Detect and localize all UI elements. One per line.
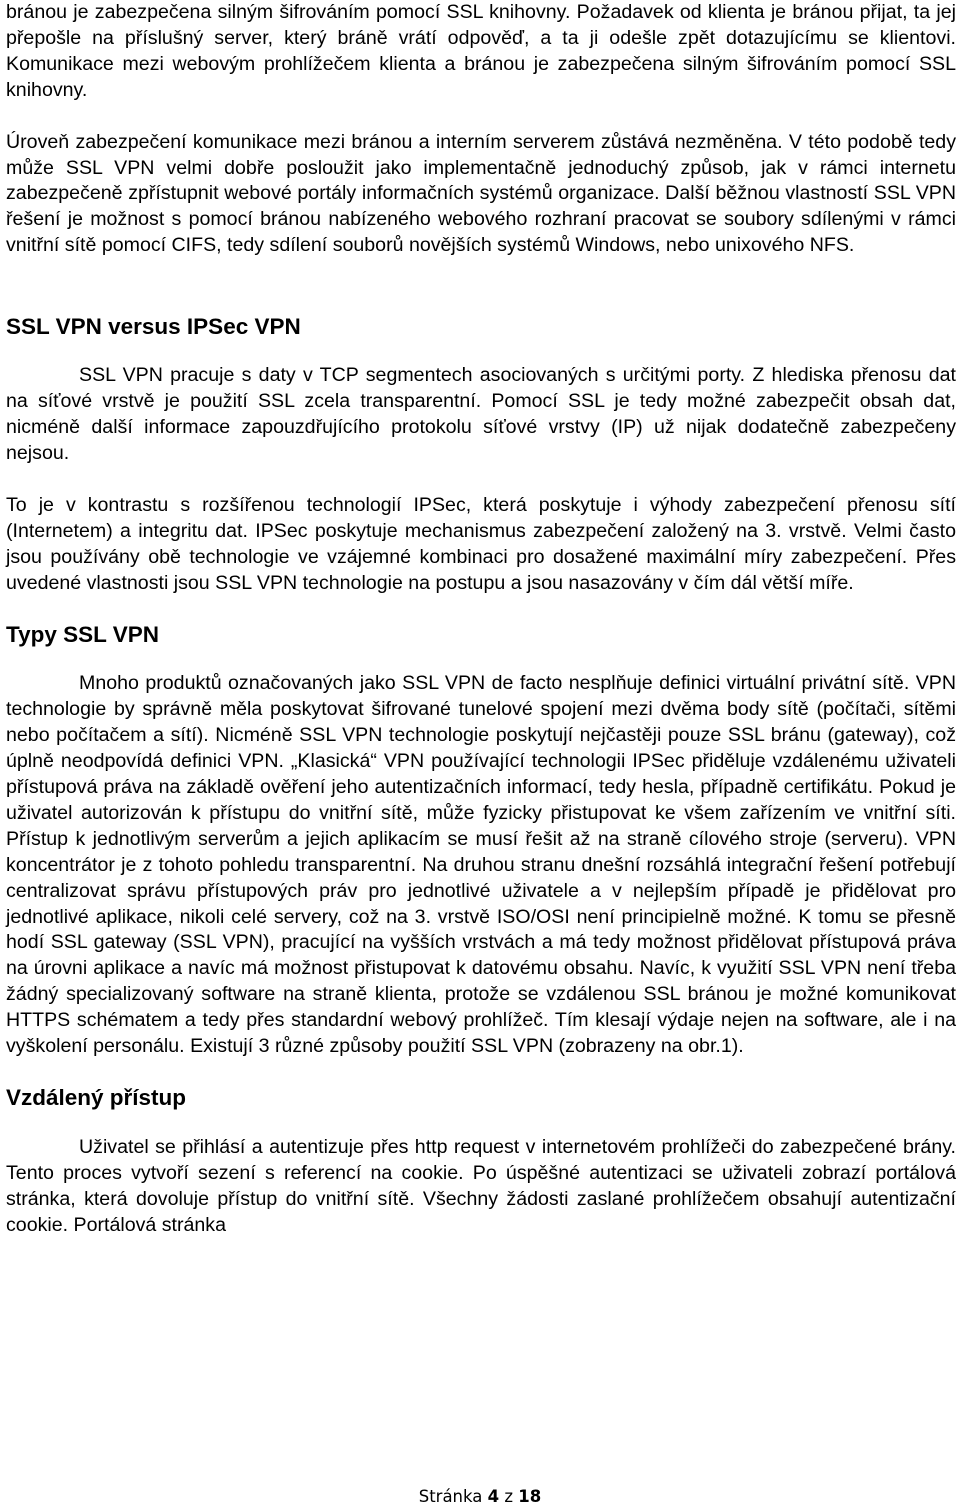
- paragraph-remote-access: Uživatel se přihlásí a autentizuje přes http request v internetovém prohlížeči do zabezpečené brány. Tento proces vytvoří sezení s referencí na cookie. Po úspěšné autentizaci se uživateli zobrazí portálová stránka, která dovoluje přístup do vnitřní sítě. Všechny žádosti zaslané prohlížečem obsahují autentizační cookie. Portálová stránka: [6, 1136, 956, 1236]
- paragraph-ssl-tcp: SSL VPN pracuje s daty v TCP segmentech asociovaných s určitými porty. Z hlediska přenosu dat na síťové vrstvě je použití SSL zcela transparentní. Pomocí SSL je tedy možné zabezpečit obsah dat, nicméně další informace zapouzdřujícího protokolu síťové vrstvy (IP) už nijak dodatečně zabezpečeny nejsou.: [6, 364, 956, 464]
- paragraph-ssl-vpn-types: Mnoho produktů označovaných jako SSL VPN de facto nesplňuje definici virtuální privátní sítě. VPN technologie by správně měla poskytovat šifrované tunelové spojení mezi dvěma body sítě (počítači, sítěmi nebo počítačem a sítí). Nicméně SSL VPN technologie poskytují nejčastěji pouze SSL bránu (gateway), což úplně neodpovídá definici VPN. „Klasická“ VPN používající technologii IPSec přiděluje vzdálenému uživateli přístupová práva na základě ověření jeho autentizačních informací, tedy hesla, případně certifikátu. Pokud je uživatel autorizován k přístupu do vnitřní sítě, může fyzicky přistupovat ke všem zařízením ve vnitřní síti. Přístup k jednotlivým serverům a jejich aplikacím se musí řešit až na straně cílového stroje (serveru). VPN koncentrátor je z tohoto pohledu transparentní. Na druhou stranu dnešní rozsáhlá integrační řešení potřebují centralizovat správu přístupových práv pro jednotlivé uživatele a v nejlepším případě je přidělovat pro jednotlivé aplikace, nikoli celé servery, což na 3. vrstvě ISO/OSI není principielně možné. K tomu se přesně hodí SSL gateway (SSL VPN), pracující na vyšších vrstvách a má tedy možnost přidělovat přístupová práva na úrovni aplikace a navíc má možnost přistupovat k datovému obsahu. Navíc, k využití SSL VPN není třeba žádný specializovaný software na straně klienta, protože se vzdálenou SSL bránou je možné komunikovat HTTPS schématem a tedy přes standardní webový prohlížeč. Tím klesají výdaje nejen na software, ale i na vyškolení personálu. Existují 3 různé způsoby použití SSL VPN (zobrazeny na obr.1).: [6, 672, 956, 1058]
- footer-current-page: 4: [487, 1487, 500, 1506]
- page-footer: [0, 1486, 960, 1508]
- footer-separator: z: [504, 1487, 514, 1506]
- heading-remote-access: Vzdálený přístup: [6, 1085, 187, 1110]
- paragraph-ipsec-contrast: To je v kontrastu s rozšířenou technologií IPSec, která poskytuje i výhody zabezpečení přenosu sítí (Internetem) a integritu dat. IPSec poskytuje mechanismus zabezpečení založený na 3. vrstvě. Velmi často jsou používány obě technologie ve vzájemné kombinaci pro dosažené maximální míry zabezpečení. Přes uvedené vlastnosti jsou SSL VPN technologie na postupu a jsou nasazovány v čím dál větší míře.: [6, 493, 956, 594]
- paragraph-ssl-gateway-intro: bránou je zabezpečena silným šifrováním pomocí SSL knihovny. Požadavek od klienta je bránou přijat, ta jej přepošle na příslušný server, který bráně vrátí odpověď, a ta ji odešle zpět dotazujícímu se klientovi. Komunikace mezi webovým prohlížečem klienta a bránou je zabezpečena silným šifrováním pomocí SSL knihovny.: [6, 1, 956, 101]
- document-page: [6, 0, 956, 1239]
- heading-ssl-vs-ipsec: SSL VPN versus IPSec VPN: [6, 314, 301, 340]
- footer-page-label: Stránka: [418, 1487, 483, 1506]
- paragraph-security-level: Úroveň zabezpečení komunikace mezi bránou a interním serverem zůstává nezměněna. V této podobě tedy může SSL VPN velmi dobře posloužit jako implementačně jednoduchý způsob, jak v rámci internetu zabezpečeně zpřístupnit webové portály informačních systémů organizace. Další běžnou vlastností SSL VPN řešení je možnost s pomocí bránou nabízeného webového rozhraní pracovat se soubory sdílenými v rámci vnitřní sítě pomocí CIFS, tedy sdílení souborů novějších systémů Windows, nebo unixového NFS.: [6, 130, 956, 257]
- footer-total-pages: 18: [518, 1487, 542, 1506]
- heading-ssl-vpn-types: Typy SSL VPN: [6, 622, 159, 648]
